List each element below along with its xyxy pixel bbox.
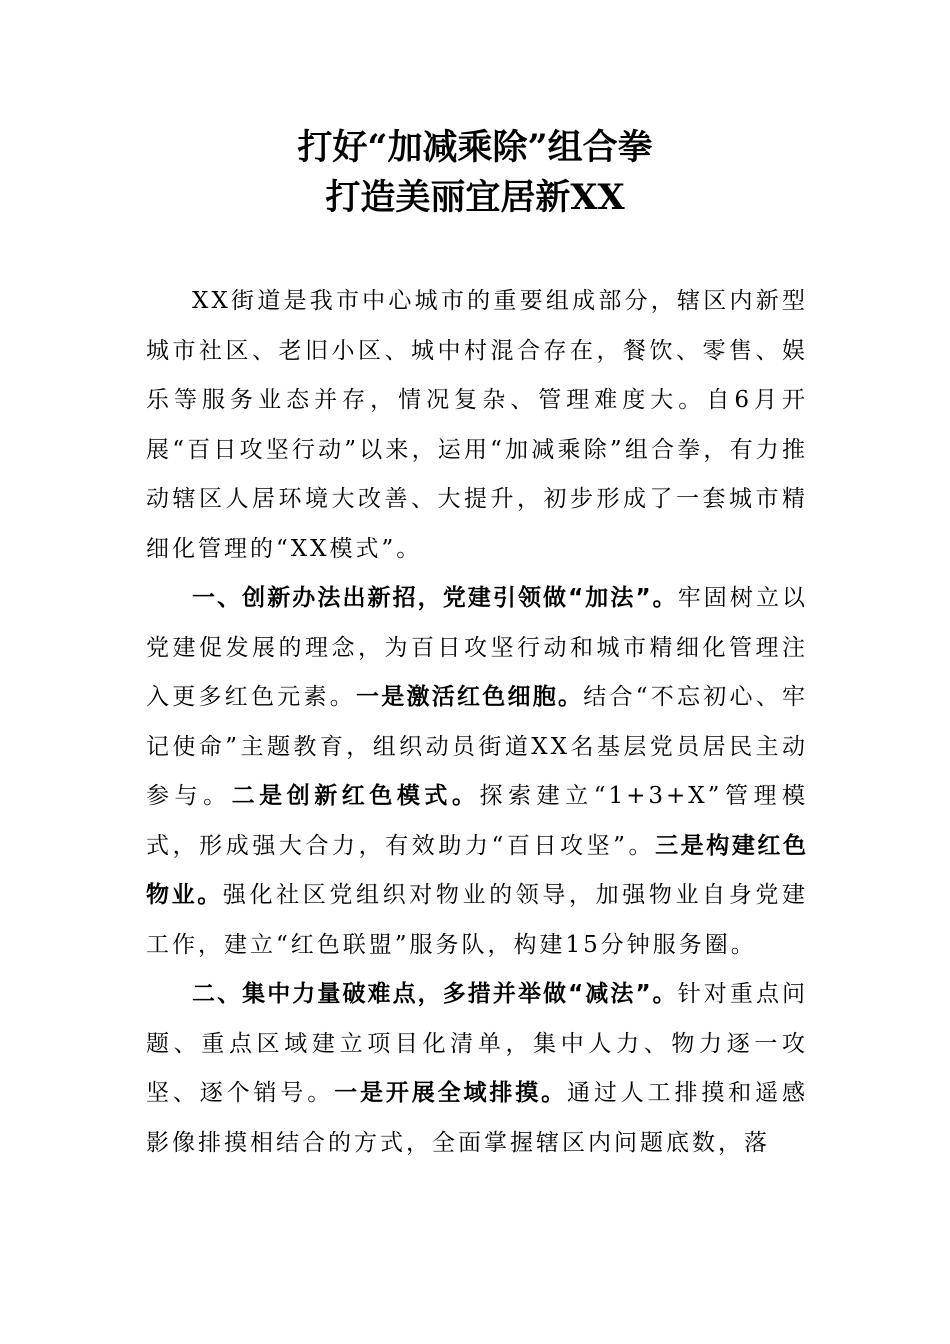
section-1-text-3: 探索建立“1+3+X”管理模式，形成强大合力，有效助力“百日攻坚”。 (146, 783, 809, 859)
intro-paragraph (146, 277, 808, 574)
document-title-line-2: 打造美丽宜居新XX (325, 177, 625, 218)
section-1-subheading-2: 二是创新红色模式。 (231, 783, 480, 809)
section-1-text-4: 强化社区党组织对物业的领导，加强物业自身党建工作，建立“红色联盟”服务队，构建15分钟服务圈。 (146, 882, 808, 958)
section-2-text-2: 通过人工排摸和遥感影像排摸相结合的方式，全面掌握辖区内问题底数，落 (146, 1080, 808, 1156)
section-2-subheading-1: 一是开展全域排摸。 (334, 1080, 567, 1106)
section-1-text-1: 牢固树立以党建促发展的理念，为百日攻坚行动和城市精细化管理注入更多红色元素。 (146, 585, 809, 710)
section-1-subheading-1: 一是激活红色细胞。 (356, 684, 584, 710)
section-2-paragraph (146, 970, 808, 1168)
section-1-heading: 一、创新办法出新招，党建引领做“加法”。 (192, 585, 678, 611)
section-2-heading: 二、集中力量破难点，多措并举做“减法”。 (192, 981, 678, 1007)
section-1-text-2: 结合“不忘初心、牢记使命”主题教育，组织动员街道XX名基层党员居民主动参与。 (146, 684, 809, 809)
document-title-line-1: 打好“加减乘除”组合拳 (297, 127, 653, 168)
intro-text: XX街道是我市中心城市的重要组成部分，辖区内新型城市社区、老旧小区、城中村混合存在，餐饮、零售、娱乐等服务业态并存，情况复杂、管理难度大。自6月开展“百日攻坚行动”以来，运用“加减乘除”组合拳，有力推动辖区人居环境大改善、大提升，初步形成了一套城市精细化管理的“XX模式”。 (146, 288, 808, 562)
document-body (146, 277, 808, 1168)
section-1-paragraph (146, 574, 808, 970)
section-2-text-1: 针对重点问题、重点区域建立项目化清单，集中人力、物力逐一攻坚、逐个销号。 (146, 981, 809, 1106)
section-1-subheading-3: 三是构建红色物业。 (146, 832, 808, 908)
